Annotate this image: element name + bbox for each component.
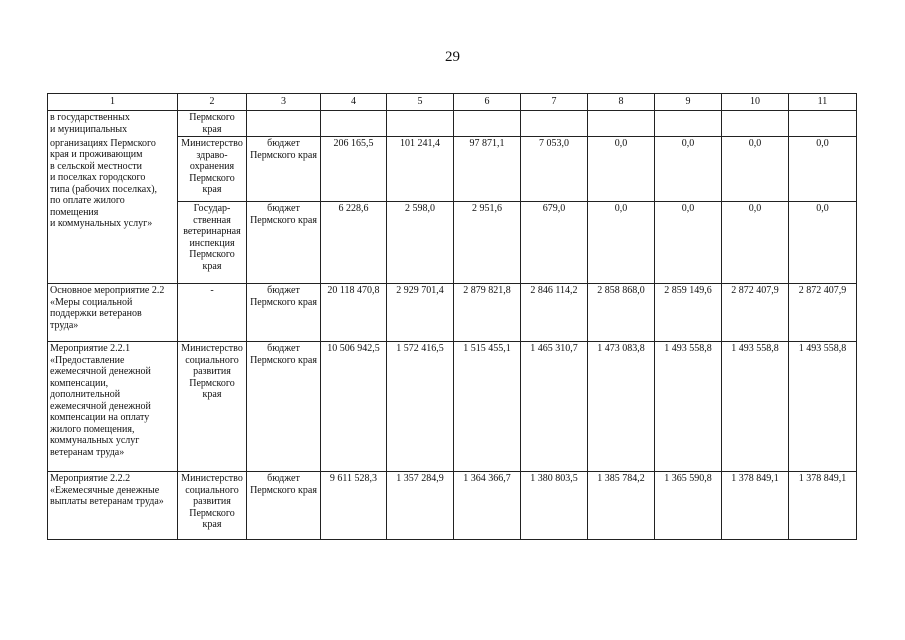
value-cell: 2 859 149,6	[655, 284, 722, 342]
name-line: и поселках городского	[50, 172, 146, 183]
table-header-row	[48, 94, 857, 111]
executor-cell: Пермского края	[178, 111, 247, 137]
header-cell: 10	[722, 94, 789, 111]
value-cell: 1 365 590,8	[655, 472, 722, 540]
executor-cell: -	[178, 284, 247, 342]
name-line: помещения	[50, 206, 99, 218]
table-row	[48, 284, 857, 342]
name-line: в государственных	[50, 112, 130, 123]
value-cell	[321, 111, 387, 137]
value-cell: 1 515 455,1	[454, 342, 521, 472]
name-line: организациях Пермского	[50, 137, 156, 149]
name-line: и муниципальных	[50, 123, 128, 135]
value-cell	[655, 111, 722, 137]
name-line: в сельской местности	[50, 160, 142, 172]
value-cell: 0,0	[789, 202, 857, 284]
value-cell: 2 846 114,2	[521, 284, 588, 342]
header-cell: 3	[247, 94, 321, 111]
value-cell: 2 598,0	[387, 202, 454, 284]
value-cell: 2 872 407,9	[722, 284, 789, 342]
value-cell: 1 493 558,8	[655, 342, 722, 472]
value-cell: 2 858 868,0	[588, 284, 655, 342]
value-cell: 1 380 803,5	[521, 472, 588, 540]
header-cell: 5	[387, 94, 454, 111]
table-row	[48, 472, 857, 540]
measure-name-cell: Мероприятие 2.2.2 «Ежемесячные денежные выплаты ветеранам труда»	[48, 472, 178, 540]
name-line: типа (рабочих поселках),	[50, 183, 158, 195]
value-cell: 0,0	[655, 137, 722, 202]
value-cell: 2 872 407,9	[789, 284, 857, 342]
measure-name-cell: Мероприятие 2.2.1 «Предоставление ежемесячной денежной компенсации, дополнительной ежемесячной денежной компенсации на оплату жилого помещения, коммунальных услуг ветеранам труда»	[48, 342, 178, 472]
header-cell: 1	[48, 94, 178, 111]
value-cell	[588, 111, 655, 137]
value-cell: 1 357 284,9	[387, 472, 454, 540]
value-cell: 1 465 310,7	[521, 342, 588, 472]
executor-cell: Министерство социального развития Пермского края	[178, 342, 247, 472]
source-cell: бюджет Пермского края	[247, 472, 321, 540]
header-cell: 9	[655, 94, 722, 111]
value-cell	[789, 111, 857, 137]
name-line: по оплате жилого	[50, 195, 125, 206]
value-cell: 0,0	[588, 202, 655, 284]
name-line: и коммунальных услуг»	[50, 218, 153, 229]
value-cell: 10 506 942,5	[321, 342, 387, 472]
value-cell: 7 053,0	[521, 137, 588, 202]
value-cell: 97 871,1	[454, 137, 521, 202]
header-cell: 8	[588, 94, 655, 111]
value-cell: 679,0	[521, 202, 588, 284]
value-cell: 1 364 366,7	[454, 472, 521, 540]
value-cell: 206 165,5	[321, 137, 387, 202]
value-cell: 2 929 701,4	[387, 284, 454, 342]
value-cell: 1 473 083,8	[588, 342, 655, 472]
header-cell: 4	[321, 94, 387, 111]
page-number: 29	[445, 49, 460, 65]
value-cell: 1 493 558,8	[789, 342, 857, 472]
value-cell: 1 572 416,5	[387, 342, 454, 472]
value-cell: 0,0	[655, 202, 722, 284]
header-cell: 11	[789, 94, 857, 111]
executor-cell: Министерство здраво- охранения Пермского края	[178, 137, 247, 202]
value-cell: 0,0	[722, 137, 789, 202]
budget-table	[47, 93, 857, 540]
header-cell: 7	[521, 94, 588, 111]
source-cell: бюджет Пермского края	[247, 284, 321, 342]
value-cell: 6 228,6	[321, 202, 387, 284]
value-cell: 0,0	[789, 137, 857, 202]
table-row	[48, 137, 857, 202]
value-cell	[387, 111, 454, 137]
header-cell: 2	[178, 94, 247, 111]
value-cell: 1 378 849,1	[789, 472, 857, 540]
value-cell: 20 118 470,8	[321, 284, 387, 342]
value-cell: 1 493 558,8	[722, 342, 789, 472]
measure-name-cell	[48, 111, 178, 137]
source-cell: бюджет Пермского края	[247, 137, 321, 202]
table-row	[48, 342, 857, 472]
value-cell: 2 879 821,8	[454, 284, 521, 342]
measure-name-cell	[48, 137, 178, 284]
value-cell	[521, 111, 588, 137]
value-cell: 0,0	[588, 137, 655, 202]
source-cell	[247, 111, 321, 137]
measure-name-cell: Основное мероприятие 2.2 «Меры социальной поддержки ветеранов труда»	[48, 284, 178, 342]
value-cell: 9 611 528,3	[321, 472, 387, 540]
executor-cell: Государ- ственная ветеринарная инспекция Пермского края	[178, 202, 247, 284]
source-cell: бюджет Пермского края	[247, 202, 321, 284]
value-cell: 1 385 784,2	[588, 472, 655, 540]
source-cell: бюджет Пермского края	[247, 342, 321, 472]
executor-cell: Министерство социального развития Пермского края	[178, 472, 247, 540]
header-cell: 6	[454, 94, 521, 111]
value-cell	[454, 111, 521, 137]
name-line: края и проживающим	[50, 149, 143, 160]
value-cell: 2 951,6	[454, 202, 521, 284]
value-cell: 101 241,4	[387, 137, 454, 202]
value-cell: 1 378 849,1	[722, 472, 789, 540]
table-row	[48, 111, 857, 137]
value-cell: 0,0	[722, 202, 789, 284]
value-cell	[722, 111, 789, 137]
